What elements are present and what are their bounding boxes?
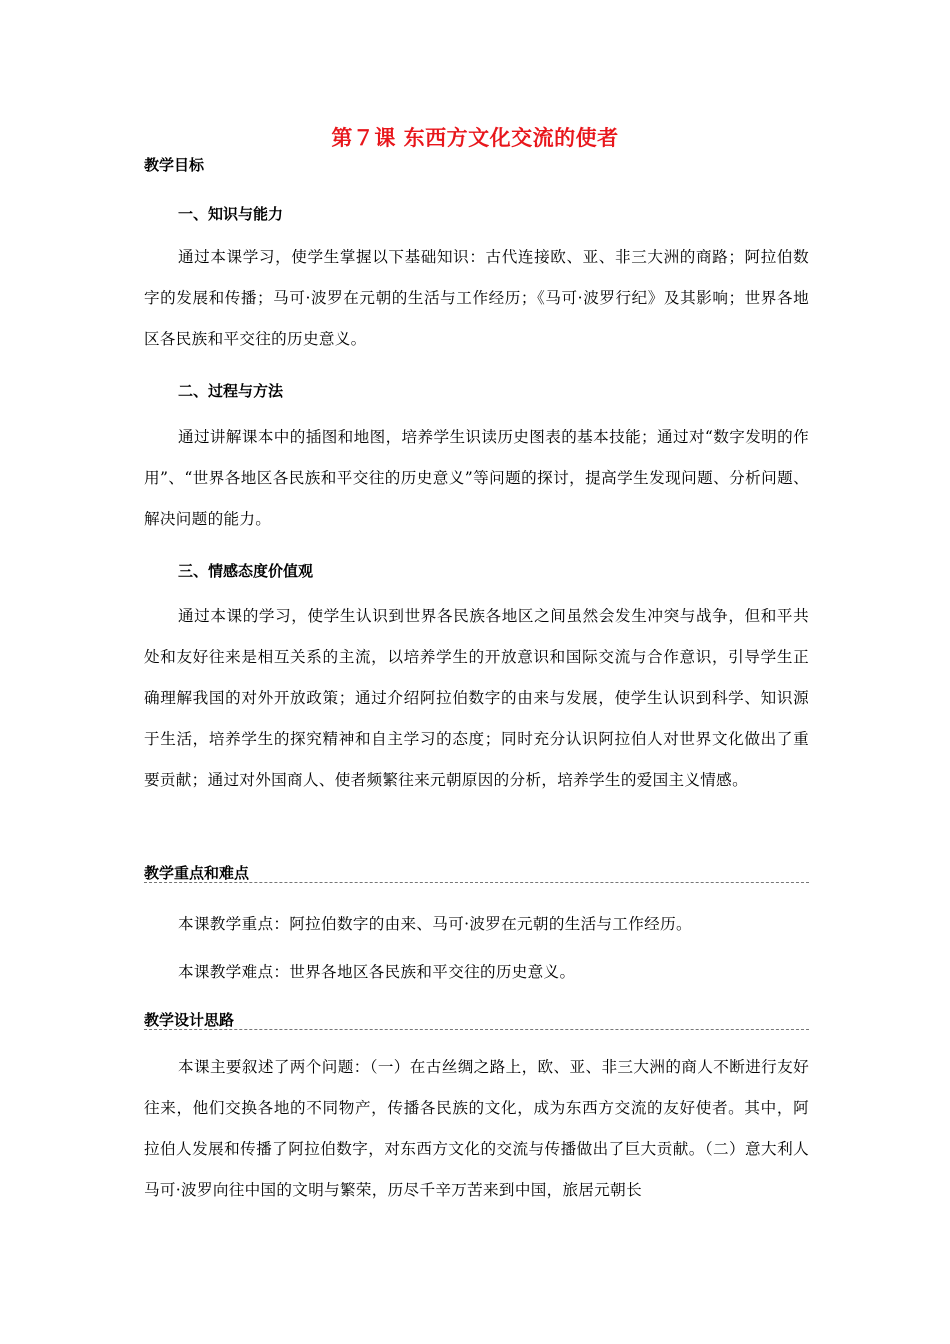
design-paragraph: 本课主要叙述了两个问题：（一）在古丝绸之路上，欧、亚、非三大洲的商人不断进行友好往来，他们交换各地的不同物产，传播各民族的文化，成为东西方交流的友好使者。其中，阿拉伯人发展和传播了阿拉伯数字，对东西方文化的交流与传播做出了巨大贡献。（二）意大利人马可·波罗向往中国的文明与繁荣，历尽千辛万苦来到中国，旅居元朝长 (144, 1058, 809, 1199)
objectives-heading: 教学目标 (144, 156, 205, 174)
values-paragraph: 通过本课的学习，使学生认识到世界各民族各地区之间虽然会发生冲突与战争，但和平共处和友好往来是相互关系的主流，以培养学生的开放意识和国际交流与合作意识，引导学生正确理解我国的对外开放政策；通过介绍阿拉伯数字的由来与发展，使学生认识到科学、知识源于生活，培养学生的探究精神和自主学习的态度；同时充分认识阿拉伯人对世界文化做出了重要贡献；通过对外国商人、使者频繁往来元朝原因的分析，培养学生的爱国主义情感。 (144, 607, 809, 789)
design-divider (144, 1029, 809, 1030)
design-heading: 教学设计思路 (144, 1011, 235, 1029)
lesson-title: 第７课 东西方文化交流的使者 (331, 126, 619, 150)
teaching-difficulty-text: 本课教学难点：世界各地区各民族和平交往的历史意义。 (178, 963, 576, 981)
keypoints-divider (144, 882, 809, 883)
knowledge-ability-heading: 一、知识与能力 (178, 205, 284, 223)
knowledge-ability-paragraph: 通过本课学习，使学生掌握以下基础知识：古代连接欧、亚、非三大洲的商路；阿拉伯数字的发展和传播；马可·波罗在元朝的生活与工作经历；《马可·波罗行纪》及其影响；世界各地区各民族和平交往的历史意义。 (144, 248, 809, 348)
values-heading: 三、情感态度价值观 (178, 562, 314, 580)
keypoints-heading: 教学重点和难点 (144, 864, 250, 882)
process-method-heading: 二、过程与方法 (178, 382, 284, 400)
teaching-focus-text: 本课教学重点：阿拉伯数字的由来、马可·波罗在元朝的生活与工作经历。 (178, 915, 692, 933)
process-method-paragraph: 通过讲解课本中的插图和地图，培养学生识读历史图表的基本技能；通过对“数字发明的作用”、“世界各地区各民族和平交往的历史意义”等问题的探讨，提高学生发现问题、分析问题、解决问题的能力。 (144, 428, 809, 528)
